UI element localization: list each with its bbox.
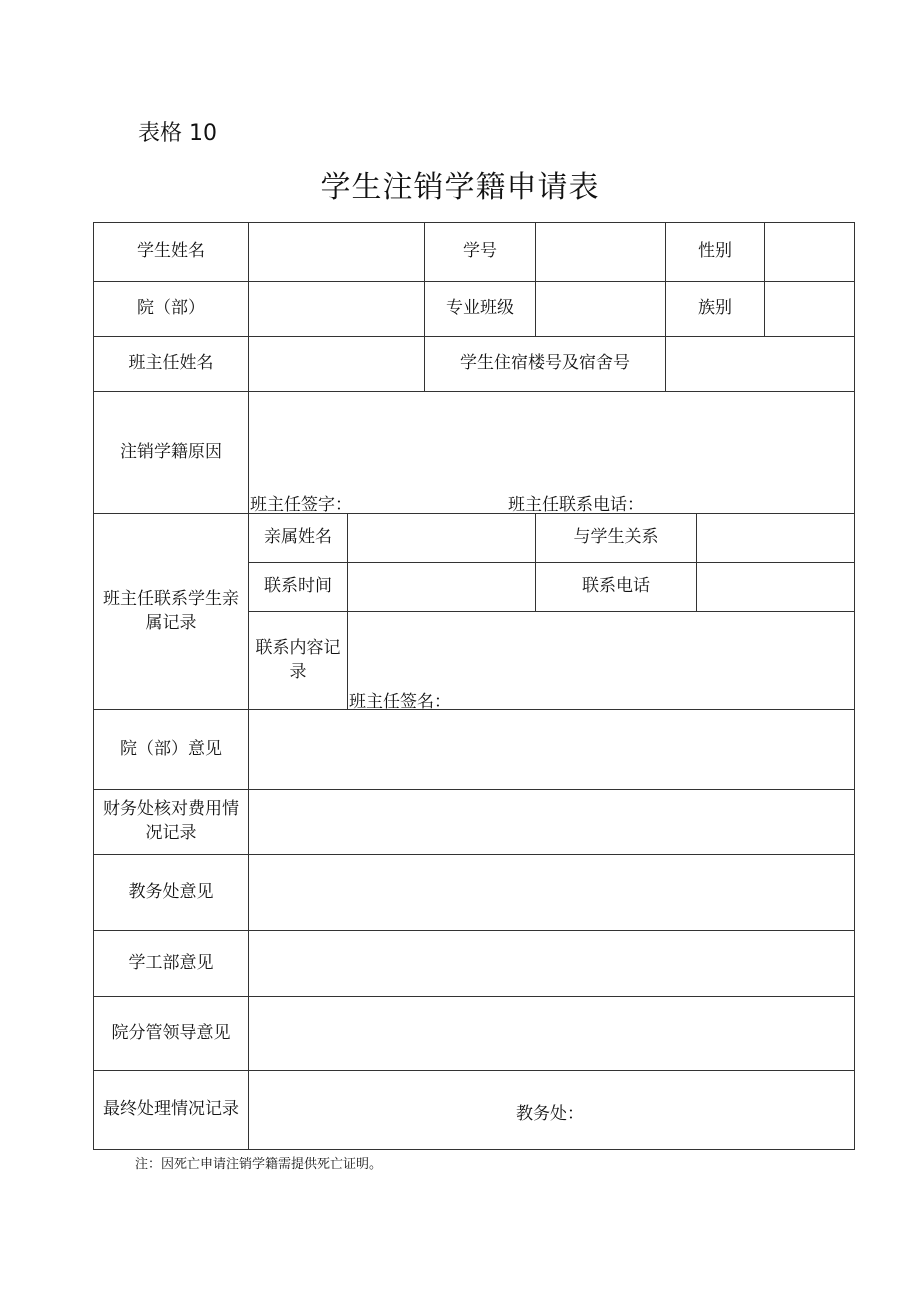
student-name-label: 学生姓名 — [93, 222, 249, 282]
ethnicity-label: 族别 — [665, 281, 765, 337]
head-teacher-signature-label: 班主任签字： — [250, 495, 352, 515]
contact-record-label: 班主任联系学生亲属记录 — [93, 513, 249, 710]
gender-label: 性别 — [665, 222, 765, 282]
academic-affairs-opinion-field[interactable] — [248, 854, 855, 931]
student-id-field[interactable] — [535, 222, 666, 282]
finance-record-label: 财务处核对费用情况记录 — [93, 789, 249, 855]
finance-record-field[interactable] — [248, 789, 855, 855]
footnote: 注：因死亡申请注销学籍需提供死亡证明。 — [135, 1157, 383, 1172]
relationship-label: 与学生关系 — [535, 513, 697, 563]
student-name-field[interactable] — [248, 222, 425, 282]
gender-field[interactable] — [764, 222, 855, 282]
student-affairs-opinion-label: 学工部意见 — [93, 930, 249, 997]
contact-phone-field[interactable] — [696, 562, 855, 612]
head-teacher-phone-label: 班主任联系电话： — [508, 495, 644, 515]
head-teacher-name-field[interactable] — [248, 336, 425, 392]
contact-time-field[interactable] — [347, 562, 536, 612]
leader-opinion-label: 院分管领导意见 — [93, 996, 249, 1071]
department-opinion-label: 院（部）意见 — [93, 709, 249, 790]
student-id-label: 学号 — [424, 222, 536, 282]
head-teacher-name-label: 班主任姓名 — [93, 336, 249, 392]
department-label: 院（部） — [93, 281, 249, 337]
student-affairs-opinion-field[interactable] — [248, 930, 855, 997]
contact-content-label: 联系内容记录 — [248, 611, 348, 710]
page-title: 学生注销学籍申请表 — [320, 170, 600, 205]
academic-affairs-opinion-label: 教务处意见 — [93, 854, 249, 931]
head-teacher-sign-label: 班主任签名： — [349, 692, 451, 712]
final-record-label: 最终处理情况记录 — [93, 1070, 249, 1150]
dormitory-field[interactable] — [665, 336, 855, 392]
contact-time-label: 联系时间 — [248, 562, 348, 612]
cancel-reason-label: 注销学籍原因 — [93, 391, 249, 514]
form-number-label: 表格 10 — [138, 121, 217, 146]
department-field[interactable] — [248, 281, 425, 337]
ethnicity-field[interactable] — [764, 281, 855, 337]
major-class-field[interactable] — [535, 281, 666, 337]
department-opinion-field[interactable] — [248, 709, 855, 790]
contact-phone-label: 联系电话 — [535, 562, 697, 612]
relative-name-field[interactable] — [347, 513, 536, 563]
relationship-field[interactable] — [696, 513, 855, 563]
relative-name-label: 亲属姓名 — [248, 513, 348, 563]
academic-affairs-office-label: 教务处： — [516, 1104, 584, 1124]
major-class-label: 专业班级 — [424, 281, 536, 337]
dormitory-label: 学生住宿楼号及宿舍号 — [424, 336, 666, 392]
leader-opinion-field[interactable] — [248, 996, 855, 1071]
